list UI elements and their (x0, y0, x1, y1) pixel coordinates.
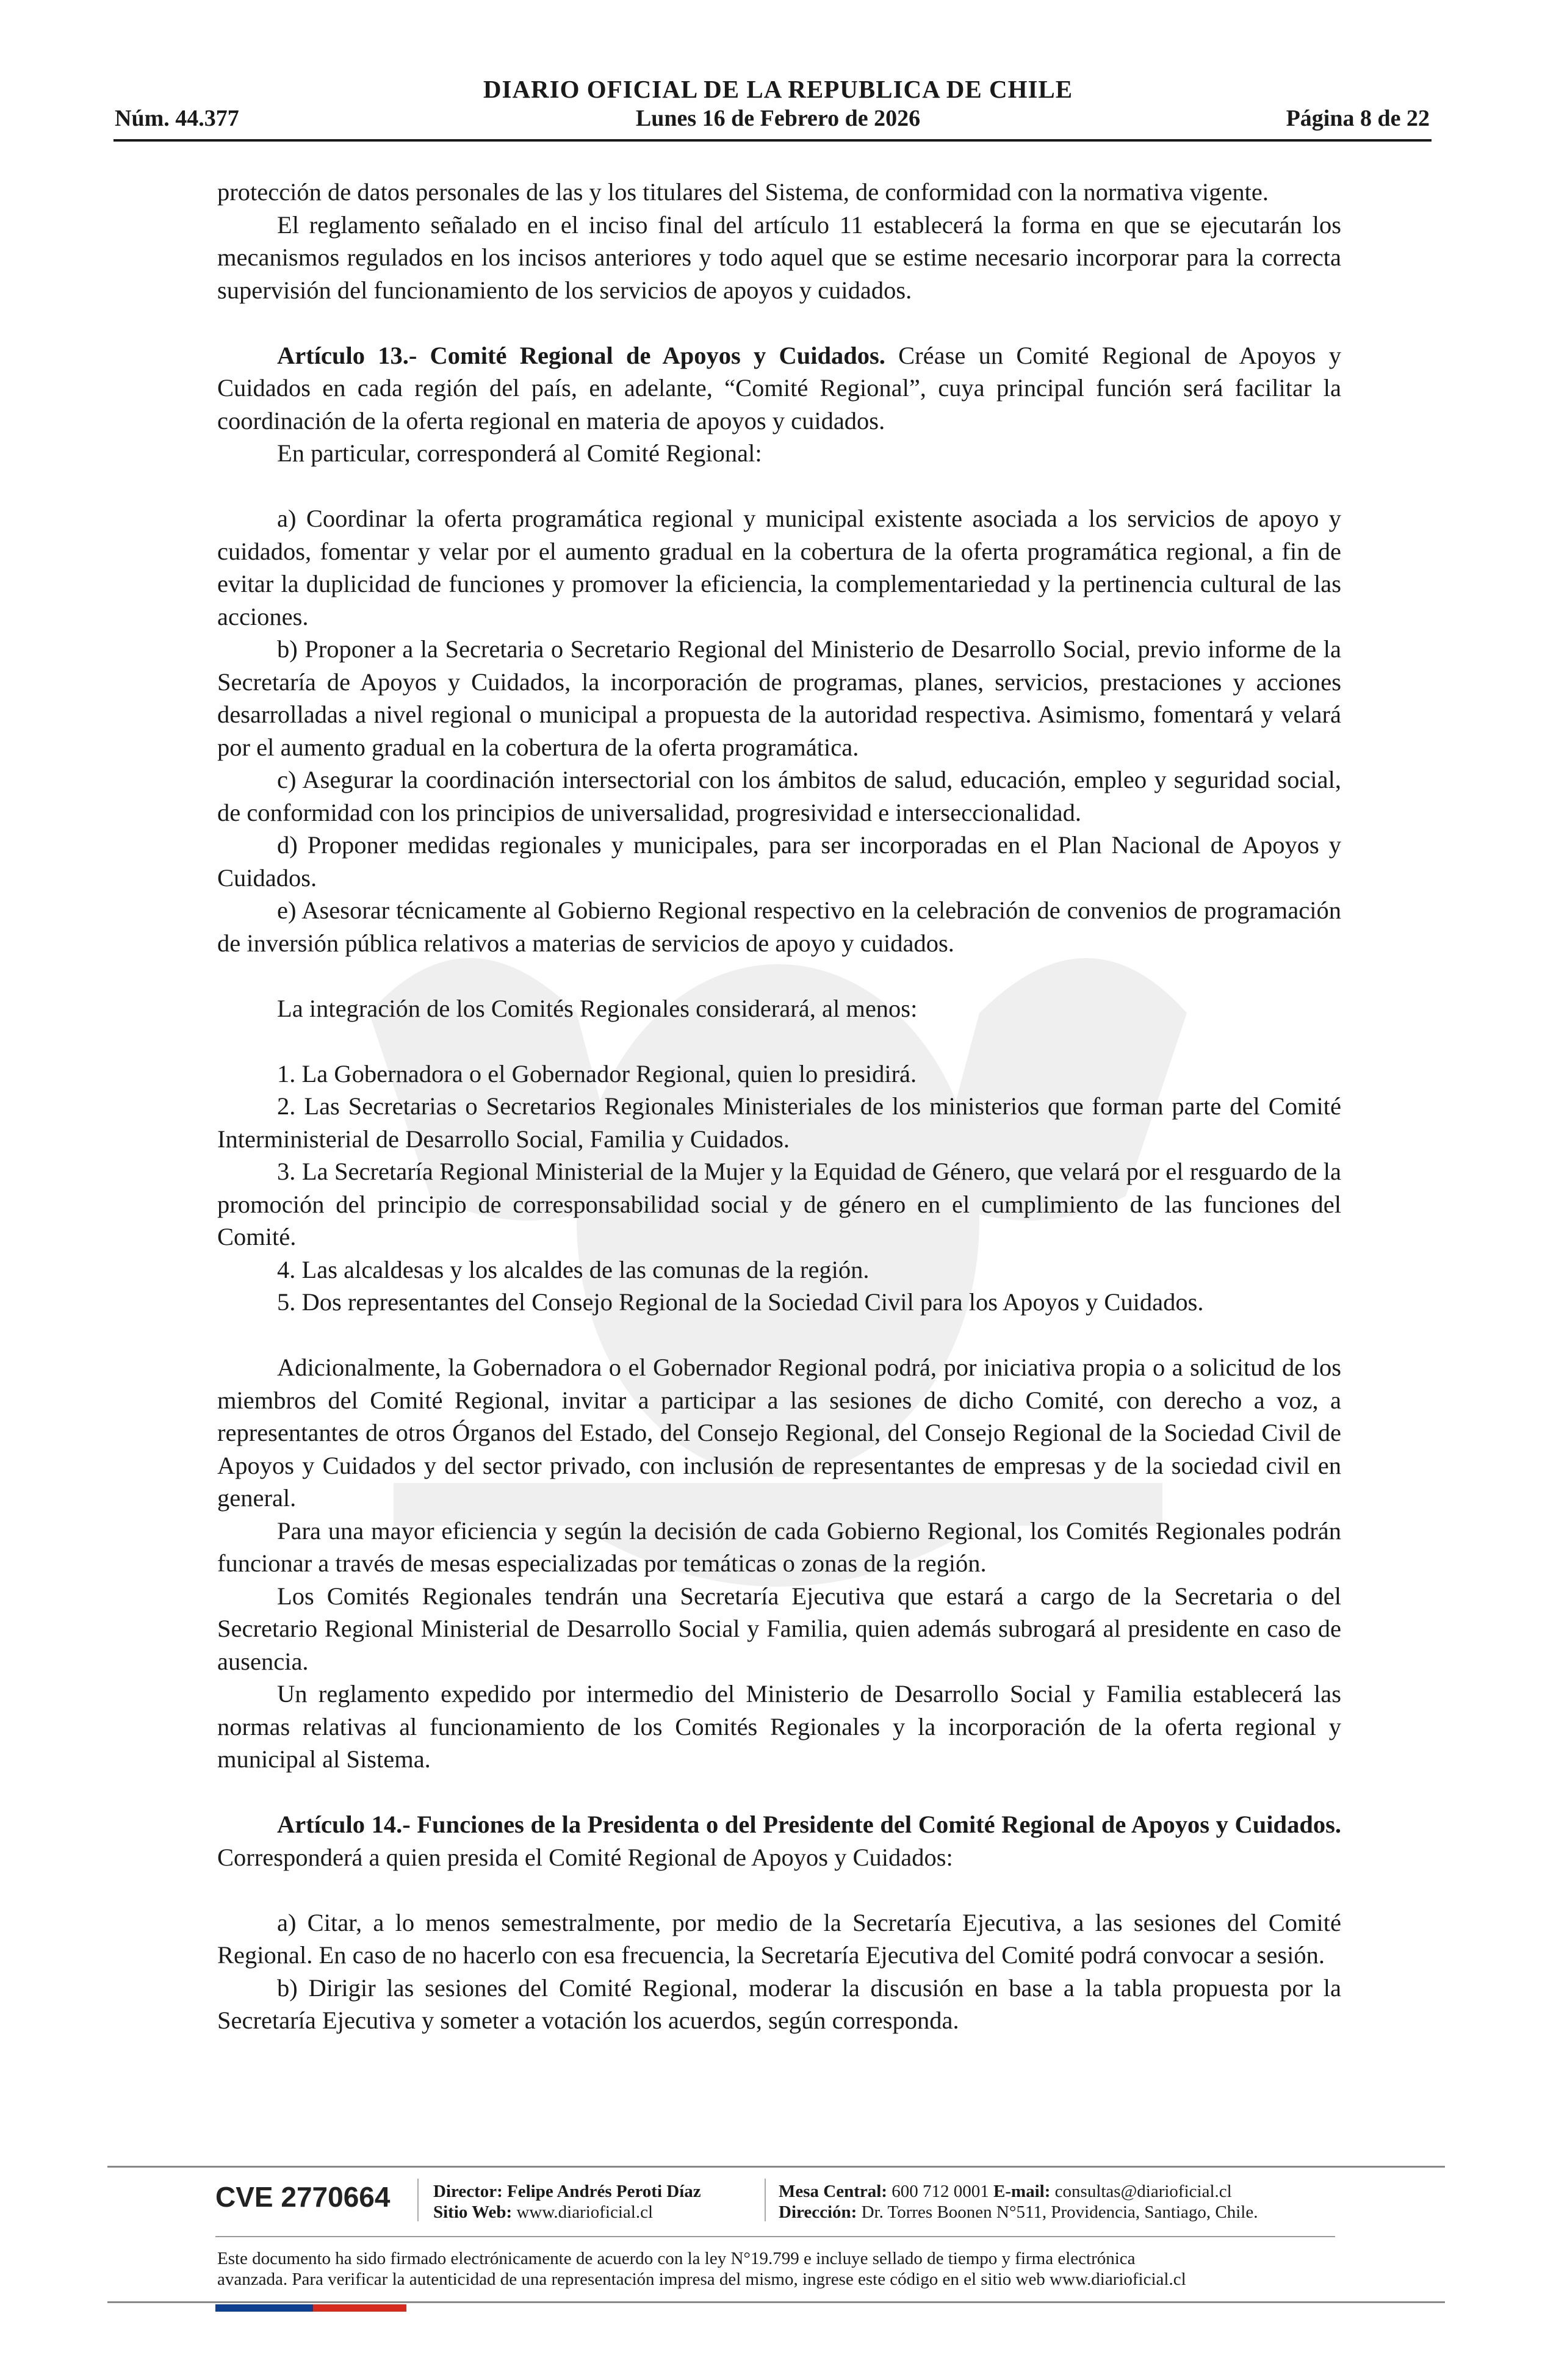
list-item: 3. La Secretaría Regional Ministerial de la Mujer y la Equidad de Género, que velará por el resguardo de la promoción del principio de corresponsabilidad social y de género en el cumplimiento de las funciones del Comité. (217, 1158, 1341, 1250)
director-label: Director: (433, 2182, 503, 2201)
article-13-text: Créase un Comité Regional de Apoyos y Cuidados en cada región del país, en adelante, “Comité Regional”, cuya principal función será facilitar la coordinación de la oferta regional en materia de apoyos y cuidados. (217, 341, 1341, 435)
website-label: Sitio Web: (433, 2202, 513, 2222)
list-item: 1. La Gobernadora o el Gobernador Regional, quien lo presidirá. (277, 1059, 917, 1087)
article-14-title: Artículo 14.- Funciones de la Presidenta o del Presidente del Comité Regional de Apoyos y Cuidados. (277, 1811, 1341, 1838)
header-divider (113, 139, 1432, 142)
newspaper-title: DIARIO OFICIAL DE LA REPUBLICA DE CHILE (483, 75, 1073, 103)
flag-stripe-blue (215, 2304, 313, 2312)
email-link[interactable]: consultas@diarioficial.cl (1050, 2182, 1232, 2201)
phone-label: Mesa Central: (779, 2182, 887, 2201)
phone-value: 600 712 0001 (887, 2182, 993, 2201)
list-item: c) Asegurar la coordinación intersectorial con los ámbitos de salud, educación, empleo y seguridad social, de conformidad con los principios de universalidad, progresividad e interseccionalidad. (217, 766, 1341, 826)
article-13-title: Artículo 13.- Comité Regional de Apoyos y Cuidados. (277, 341, 885, 369)
list-item: 2. Las Secretarias o Secretarios Regionales Ministeriales de los ministerios que forman parte del Comité Interministerial de Desarrollo Social, Familia y Cuidados. (217, 1092, 1341, 1153)
list-item: a) Coordinar la oferta programática regional y municipal existente asociada a los servicios de apoyo y cuidados, fomentar y velar por el aumento gradual en la cobertura de la oferta programática regional, a fin de evitar la duplicidad de funciones y promover la eficiencia, la complementariedad y la pertinencia cultural de las acciones. (217, 505, 1341, 630)
footer-divider (215, 2236, 1335, 2237)
legal-notice-line: Este documento ha sido firmado electrónicamente de acuerdo con la ley N°19.799 e incluye sellado de tiempo y firma electrónica (217, 2249, 1136, 2268)
footer-divider (107, 2166, 1445, 2168)
list-item: d) Proponer medidas regionales y municipales, para ser incorporadas en el Plan Nacional de Apoyos y Cuidados. (217, 831, 1341, 892)
paragraph: El reglamento señalado en el inciso final del artículo 11 establecerá la forma en que se ejecutarán los mecanismos regulados en los incisos anteriores y todo aquel que se estime necesario incorporar para la correcta supervisión del funcionamiento de los servicios de apoyos y cuidados. (217, 211, 1341, 304)
website-link[interactable]: www.diarioficial.cl (512, 2202, 654, 2222)
article-13 (217, 339, 1341, 438)
footer-separator (417, 2179, 419, 2221)
footer-divider (107, 2301, 1445, 2303)
legal-notice (217, 2248, 1346, 2290)
list-item: e) Asesorar técnicamente al Gobierno Regional respectivo en la celebración de convenios de programación de inversión pública relativos a materias de servicios de apoyo y cuidados. (217, 896, 1341, 957)
address-label: Dirección: (779, 2202, 857, 2222)
footer-director-block (433, 2181, 701, 2223)
legal-notice-line: avanzada. Para verificar la autenticidad de una representación impresa del mismo, ingrese este código en el sitio web www.diarioficial.cl (217, 2270, 1186, 2289)
page-indicator: Página 8 de 22 (1286, 106, 1430, 131)
address-value: Dr. Torres Boonen N°511, Providencia, Santiago, Chile. (857, 2202, 1258, 2222)
article-14-text: Corresponderá a quien presida el Comité Regional de Apoyos y Cuidados: (217, 1843, 953, 1871)
paragraph: Adicionalmente, la Gobernadora o el Gobernador Regional podrá, por iniciativa propia o a solicitud de los miembros del Comité Regional, invitar a participar a las sesiones de dicho Comité, con derecho a voz, a representantes de otros Órganos del Estado, del Consejo Regional, del Consejo Regional de la Sociedad Civil de Apoyos y Cuidados y del sector privado, con inclusión de representantes de empresas y de la sociedad civil en general. (217, 1354, 1341, 1512)
footer-contact-block (779, 2181, 1258, 2223)
email-label: E-mail: (993, 2182, 1051, 2201)
list-item: 5. Dos representantes del Consejo Regional de la Sociedad Civil para los Apoyos y Cuidados. (277, 1288, 1204, 1316)
issue-number: Núm. 44.377 (115, 106, 239, 131)
cve-code: CVE 2770664 (215, 2181, 391, 2213)
paragraph: En particular, corresponderá al Comité Regional: (277, 439, 762, 467)
director-name: Felipe Andrés Peroti Díaz (502, 2182, 701, 2201)
paragraph: La integración de los Comités Regionales considerará, al menos: (277, 994, 918, 1022)
list-item: 4. Las alcaldesas y los alcaldes de las comunas de la región. (277, 1255, 870, 1283)
article-body (217, 176, 1341, 2037)
list-item: a) Citar, a lo menos semestralmente, por medio de la Secretaría Ejecutiva, a las sesiones del Comité Regional. En caso de no hacerlo con esa frecuencia, la Secretaría Ejecutiva del Comité podrá convocar a sesión. (217, 1908, 1341, 1969)
footer-separator (765, 2179, 766, 2221)
paragraph: Los Comités Regionales tendrán una Secretaría Ejecutiva que estará a cargo de la Secretaria o del Secretario Regional Ministerial de Desarrollo Social y Familia, quien además subrogará al presidente en caso de ausencia. (217, 1582, 1341, 1675)
flag-stripe-red (313, 2304, 406, 2312)
issue-date: Lunes 16 de Febrero de 2026 (635, 106, 921, 131)
paragraph: protección de datos personales de las y los titulares del Sistema, de conformidad con la normativa vigente. (217, 178, 1269, 206)
paragraph: Un reglamento expedido por intermedio del Ministerio de Desarrollo Social y Familia establecerá las normas relativas al funcionamiento de los Comités Regionales y la incorporación de la oferta regional y municipal al Sistema. (217, 1680, 1341, 1773)
paragraph: Para una mayor eficiencia y según la decisión de cada Gobierno Regional, los Comités Regionales podrán funcionar a través de mesas especializadas por temáticas o zonas de la región. (217, 1516, 1341, 1577)
list-item: b) Dirigir las sesiones del Comité Regional, moderar la discusión en base a la tabla propuesta por la Secretaría Ejecutiva y someter a votación los acuerdos, según corresponda. (217, 1974, 1341, 2034)
list-item: b) Proponer a la Secretaria o Secretario Regional del Ministerio de Desarrollo Social, previo informe de la Secretaría de Apoyos y Cuidados, la incorporación de programas, planes, servicios, prestaciones y acciones desarrolladas a nivel regional o municipal a propuesta de la autoridad respectiva. Asimismo, fomentará y velará por el aumento gradual en la cobertura de la oferta programática. (217, 635, 1341, 761)
article-14 (217, 1808, 1341, 1873)
